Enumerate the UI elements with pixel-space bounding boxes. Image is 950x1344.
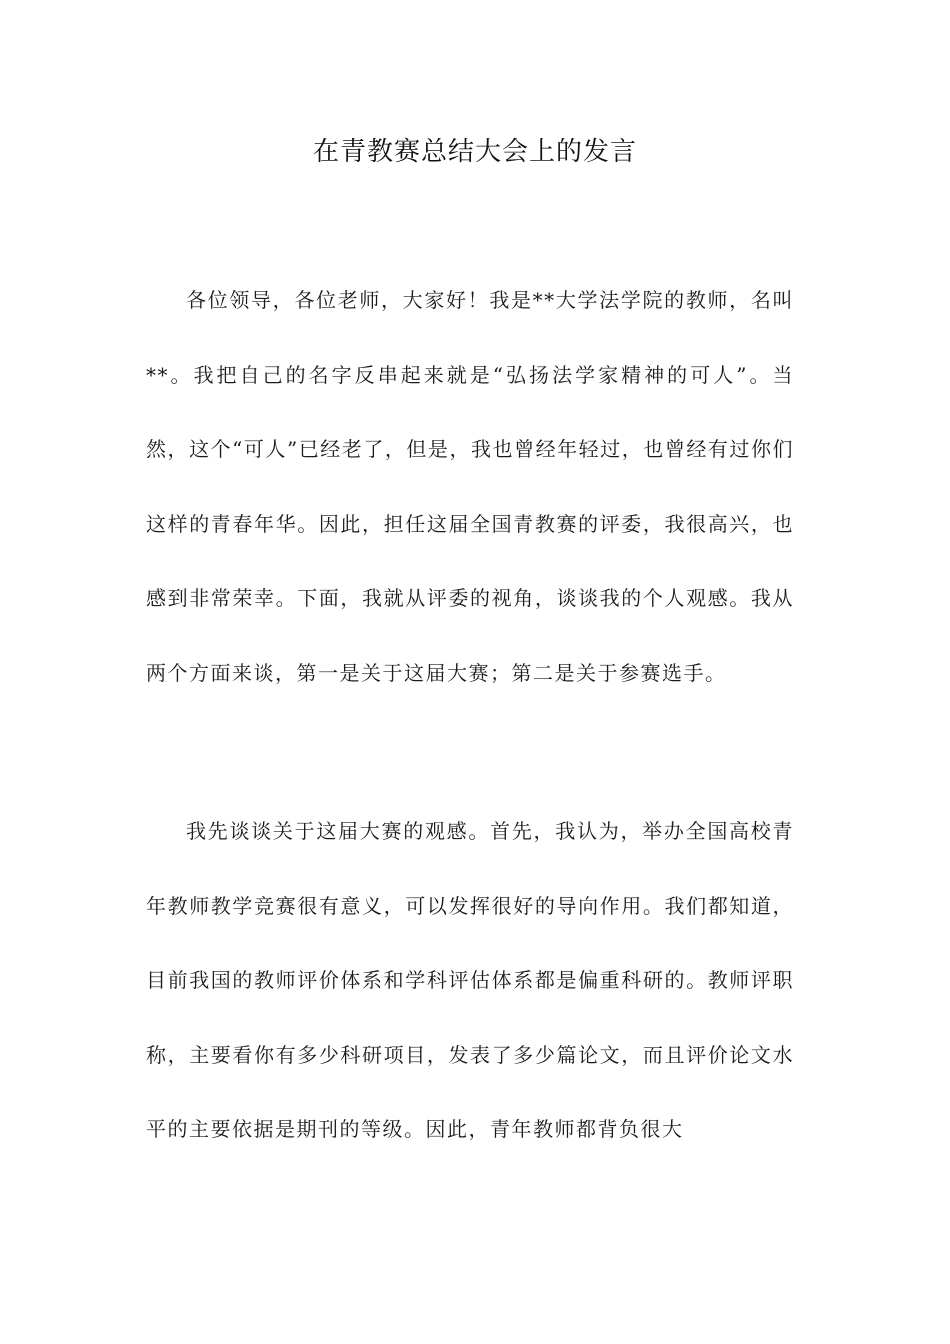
paragraph-competition-remarks: 我先谈谈关于这届大赛的观感。首先，我认为，举办全国高校青年教师教学竞赛很有意义，可以发挥很好的导向作用。我们都知道，目前我国的教师评价体系和学科评估体系都是偏重科研的。教师评职称，主要看你有多少科研项目，发表了多少篇论文，而且评价论文水平的主要依据是期刊的等级。因此，青年教师都背负很大 xyxy=(146,819,794,1141)
paragraph-container-2 xyxy=(146,794,794,1167)
document-title: 在青教赛总结大会上的发言 xyxy=(312,137,637,167)
paragraph-container-1 xyxy=(146,263,794,710)
paragraph-opening-remarks: 各位领导，各位老师，大家好！我是**大学法学院的教师，名叫**。我把自己的名字反串起来就是“弘扬法学家精神的可人”。当然，这个“可人”已经老了，但是，我也曾经年轻过，也曾经有过你们这样的青春年华。因此，担任这届全国青教赛的评委，我很高兴，也感到非常荣幸。下面，我就从评委的视角，谈谈我的个人观感。我从两个方面来谈，第一是关于这届大赛；第二是关于参赛选手。 xyxy=(146,288,794,685)
